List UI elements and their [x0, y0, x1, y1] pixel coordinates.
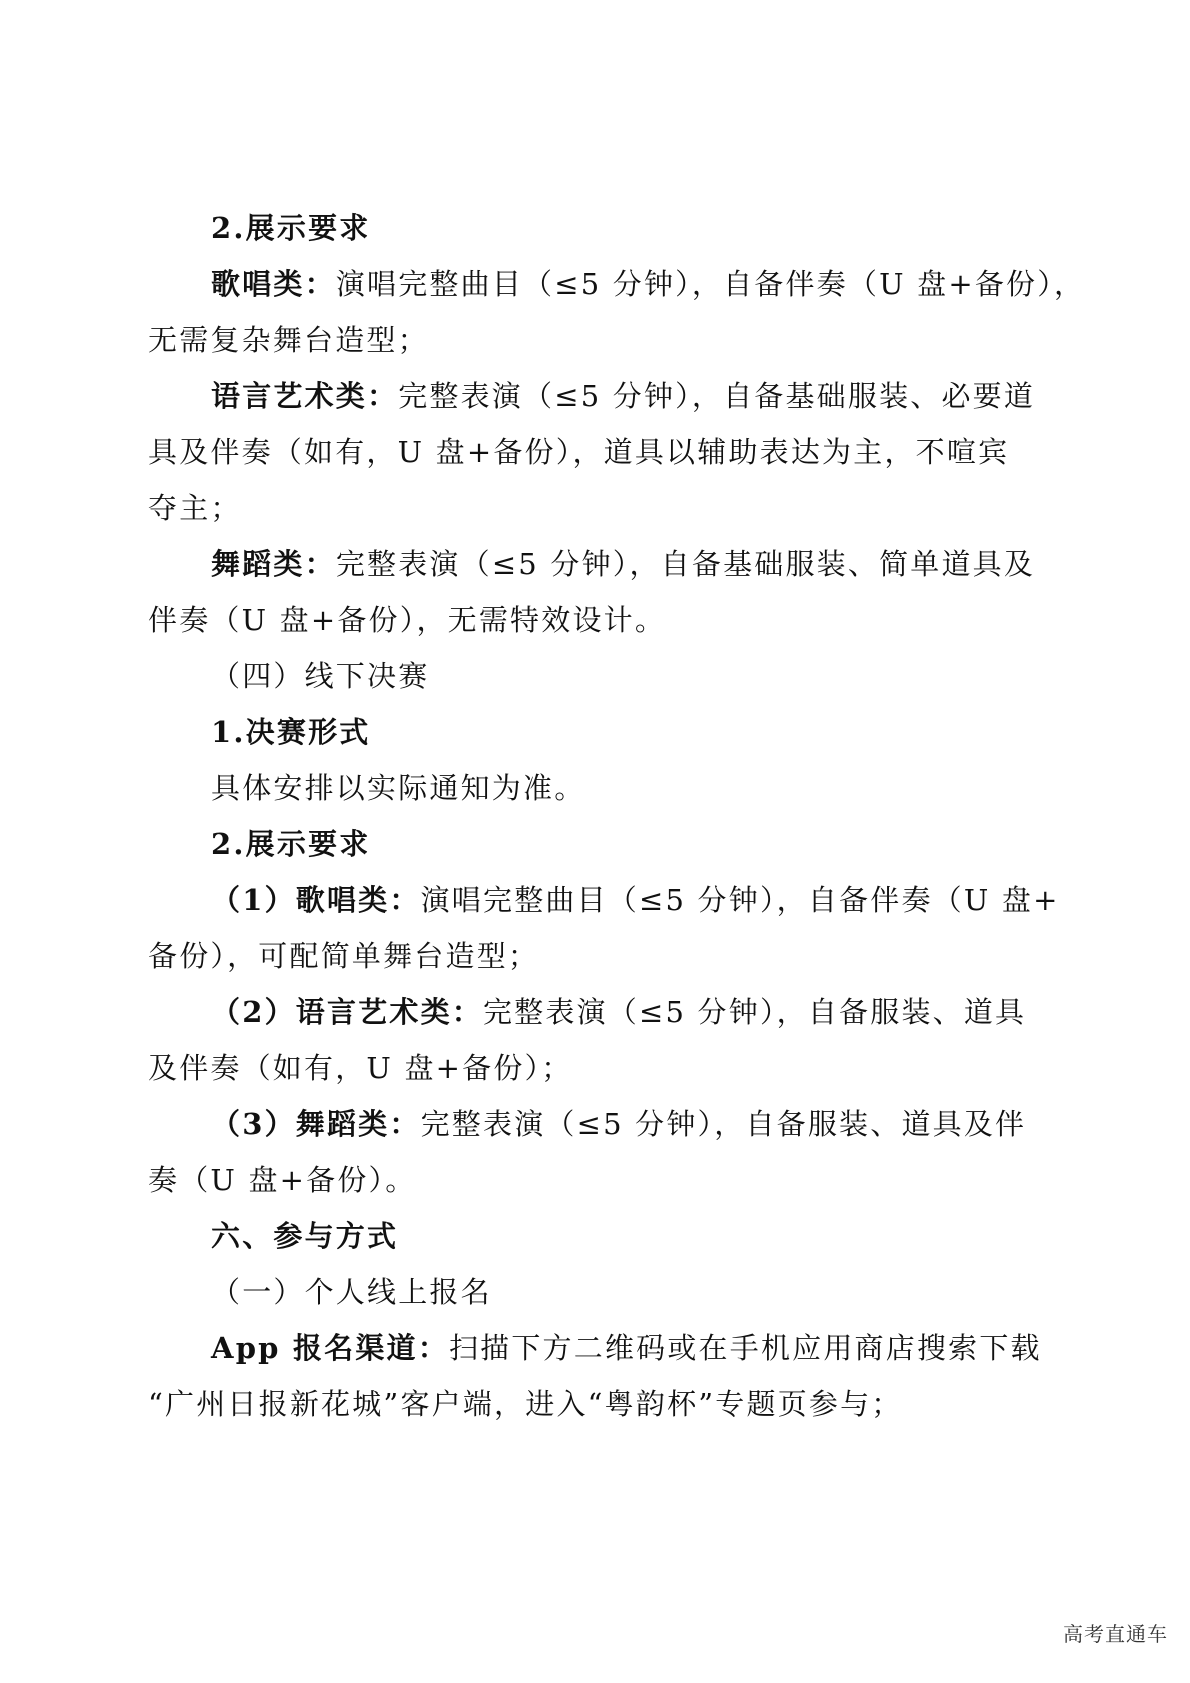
section-heading-text: （一）个人线上报名 [211, 1275, 492, 1309]
paragraph-text: 完整表演（≤5 分钟），自备服装、道具及伴 [420, 1107, 1027, 1141]
paragraph-final-dance-line2 [148, 1152, 1048, 1208]
subsection-heading-online-registration [148, 1264, 1048, 1320]
paragraph-singing-line2 [148, 312, 1048, 368]
heading-text: 1.决赛形式 [211, 715, 371, 749]
paragraph-text: 演唱完整曲目（≤5 分钟），自备伴奏（U 盘+ [420, 883, 1060, 917]
paragraph-app-channel-line1 [148, 1320, 1048, 1376]
paragraph-singing-line1 [148, 256, 1086, 312]
category-label: （2）语言艺术类： [211, 995, 483, 1029]
section-heading-offline-final [148, 648, 1048, 704]
paragraph-final-dance-line1 [148, 1096, 1048, 1152]
paragraph-text: “广州日报新花城”客户端，进入“粤韵杯”专题页参与； [148, 1387, 903, 1421]
category-label: App 报名渠道： [211, 1331, 449, 1365]
paragraph-text: 具体安排以实际通知为准。 [211, 771, 586, 805]
category-label: （1）歌唱类： [211, 883, 421, 917]
paragraph-text: 奏（U 盘+备份）。 [148, 1163, 417, 1197]
paragraph-text: 完整表演（≤5 分钟），自备基础服装、必要道 [398, 379, 1036, 413]
paragraph-final-singing-line1 [148, 872, 1060, 928]
paragraph-text: 完整表演（≤5 分钟），自备基础服装、简单道具及 [335, 547, 1036, 581]
section-heading-text: 六、参与方式 [211, 1219, 399, 1253]
heading-final-display-requirements [148, 816, 1048, 872]
paragraph-text: 无需复杂舞台造型； [148, 323, 429, 357]
paragraph-language-arts-line1 [148, 368, 1048, 424]
category-label: 语言艺术类： [211, 379, 399, 413]
paragraph-text: 及伴奏（如有，U 盘+备份）； [148, 1051, 573, 1085]
paragraph-language-arts-line2 [148, 424, 1048, 480]
paragraph-text: 伴奏（U 盘+备份），无需特效设计。 [148, 603, 667, 637]
paragraph-app-channel-line2 [148, 1376, 1048, 1432]
paragraph-text: 具及伴奏（如有，U 盘+备份），道具以辅助表达为主，不喧宾 [148, 435, 1010, 469]
paragraph-text: 完整表演（≤5 分钟），自备服装、道具 [482, 995, 1027, 1029]
paragraph-final-singing-line2 [148, 928, 1048, 984]
document-body [148, 200, 1086, 1432]
heading-text: 2.展示要求 [211, 211, 371, 245]
paragraph-text: 扫描下方二维码或在手机应用商店搜索下载 [448, 1331, 1042, 1365]
paragraph-language-arts-line3 [148, 480, 1048, 536]
section-heading-participation [148, 1208, 1048, 1264]
heading-text: 2.展示要求 [211, 827, 371, 861]
paragraph-text: 备份），可配简单舞台造型； [148, 939, 540, 973]
heading-final-format [148, 704, 1048, 760]
paragraph-final-format [148, 760, 1048, 816]
paragraph-text: 夺主； [148, 491, 242, 525]
paragraph-final-language-arts-line2 [148, 1040, 1048, 1096]
watermark-text: 高考直通车 [1063, 1622, 1168, 1646]
paragraph-dance-line2 [148, 592, 1048, 648]
paragraph-text: 演唱完整曲目（≤5 分钟），自备伴奏（U 盘+备份）， [335, 267, 1086, 301]
paragraph-dance-line1 [148, 536, 1048, 592]
paragraph-final-language-arts-line1 [148, 984, 1048, 1040]
category-label: 歌唱类： [211, 267, 336, 301]
section-heading-text: （四）线下决赛 [211, 659, 430, 693]
heading-display-requirements [148, 200, 1048, 256]
category-label: （3）舞蹈类： [211, 1107, 421, 1141]
category-label: 舞蹈类： [211, 547, 336, 581]
